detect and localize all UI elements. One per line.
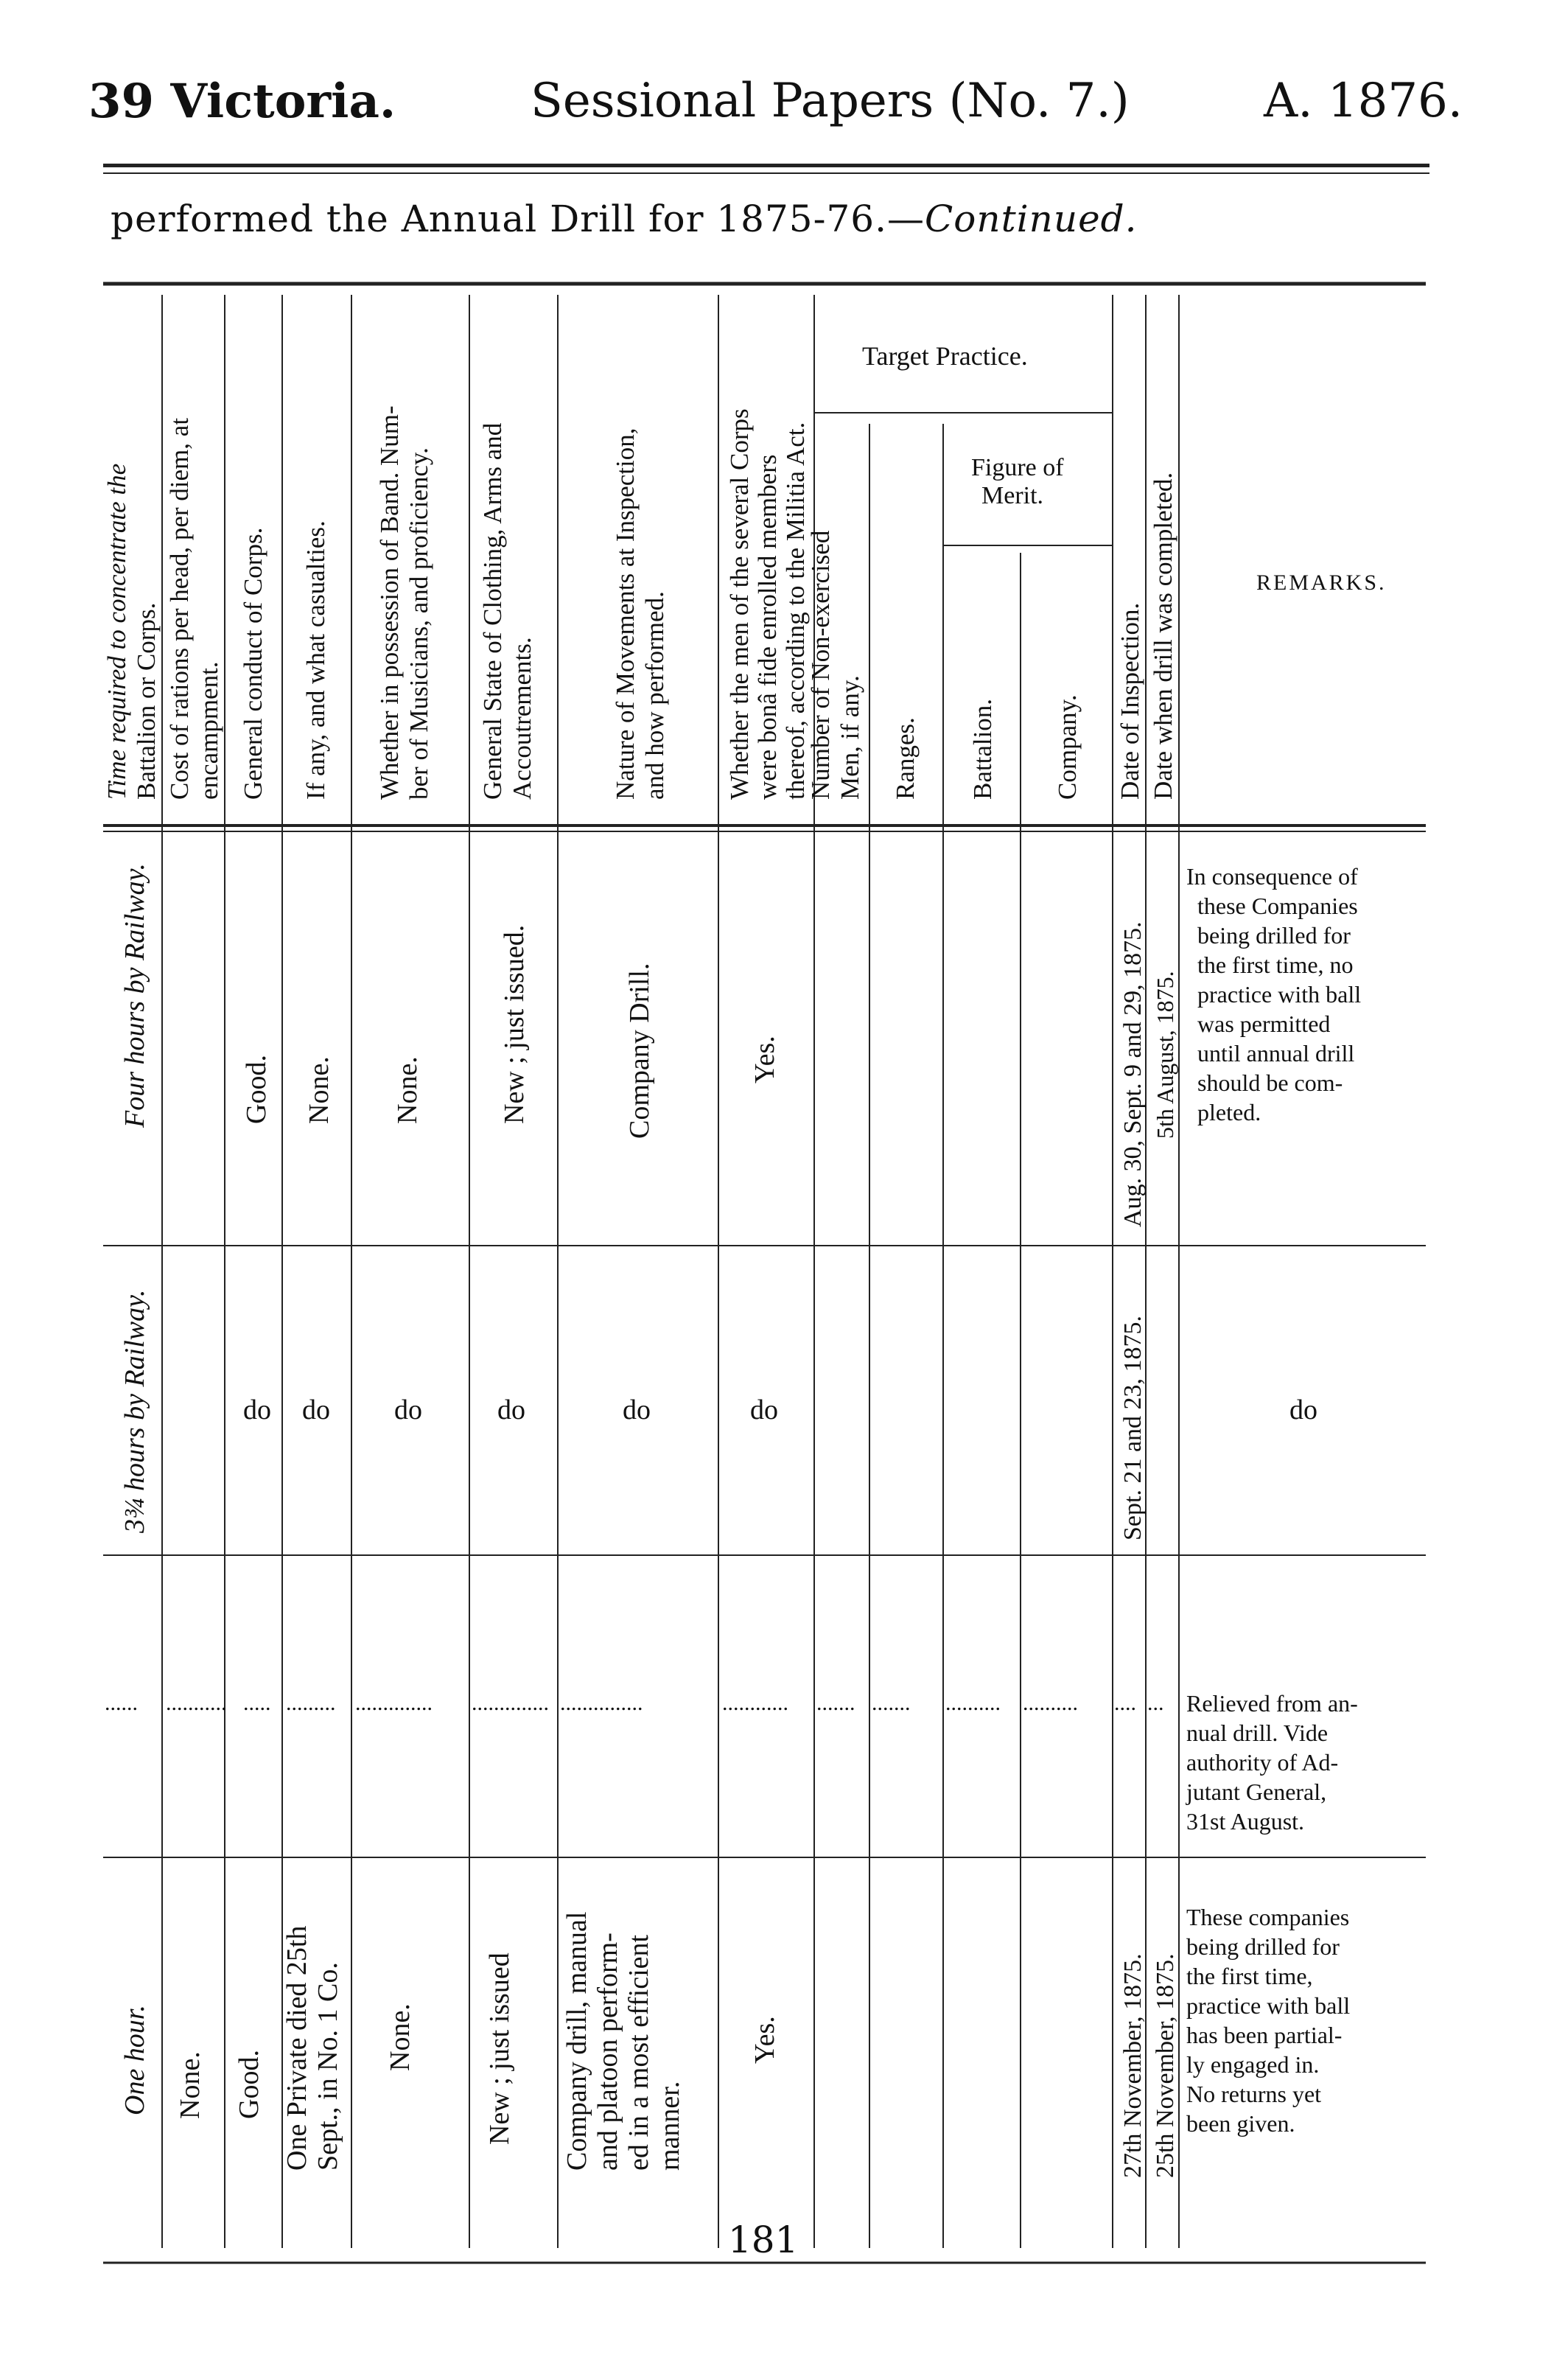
- svg-text:..............: ..............: [355, 1691, 433, 1715]
- col-company-header: Company.: [1053, 694, 1082, 800]
- svg-text:do: do: [394, 1395, 422, 1425]
- col-inspection-header: Date of Inspection.: [1116, 602, 1144, 800]
- col-time-header: Time required to concentrate theBattalion or Corps.: [102, 463, 161, 800]
- svg-text:do: do: [750, 1395, 778, 1425]
- svg-text:Good.: Good.: [241, 1055, 272, 1124]
- header-year: A. 1876.: [1264, 74, 1463, 128]
- svg-text:None.: None.: [175, 2051, 206, 2119]
- svg-text:None.: None.: [385, 2003, 416, 2071]
- col-ranges-header: Ranges.: [891, 717, 920, 800]
- svg-text:Company Drill.: Company Drill.: [624, 963, 655, 1139]
- svg-text:New ; just issued: New ; just issued: [484, 1952, 515, 2145]
- svg-text:Aug. 30, Sept. 9 and 29, 1875.: Aug. 30, Sept. 9 and 29, 1875.: [1119, 921, 1147, 1227]
- svg-text:.........: .........: [286, 1691, 336, 1715]
- svg-text:do: do: [302, 1395, 330, 1425]
- col-clothing-header: General State of Clothing, Arms andAccoutrements.: [478, 422, 536, 800]
- col-band-header: Whether in possession of Band. Num-ber of Musicians, and proficiency.: [375, 405, 433, 800]
- col-conduct-header: General conduct of Corps.: [239, 527, 267, 800]
- svg-text:One Private died 25thSept., in: One Private died 25thSept., in No. 1 Co.: [281, 1925, 343, 2171]
- row-1-remarks: In consequence of these Companies being drilled for the first time, no practice with ball was permitted until annual drill should be com- pleted.: [1186, 863, 1362, 1125]
- col-completed-header: Date when drill was completed.: [1149, 472, 1177, 800]
- svg-text:..............: ..............: [472, 1691, 549, 1715]
- page-subtitle: performed the Annual Drill for 1875-76.—Continued.: [111, 198, 1138, 240]
- svg-text:5th August, 1875.: 5th August, 1875.: [1152, 971, 1178, 1139]
- svg-text:Good.: Good.: [234, 2050, 265, 2119]
- svg-text:Yes.: Yes.: [749, 2016, 780, 2064]
- svg-text:3¾ hours by Railway.: 3¾ hours by Railway.: [119, 1289, 150, 1533]
- svg-text:...............: ...............: [560, 1691, 643, 1715]
- svg-text:Sept. 21 and 23, 1875.: Sept. 21 and 23, 1875.: [1119, 1315, 1147, 1540]
- header-session: 39 Victoria.: [88, 74, 396, 129]
- svg-text:do: do: [1289, 1395, 1317, 1425]
- table-row: [119, 1290, 150, 1534]
- svg-text:27th November, 1875.: 27th November, 1875.: [1119, 1953, 1147, 2178]
- svg-text:..........: ..........: [945, 1691, 1001, 1715]
- svg-text:None.: None.: [304, 1056, 335, 1124]
- col-casualties-header: If any, and what casualties.: [301, 520, 330, 800]
- row-3-remarks: Relieved from an- nual drill. Vide authority of Ad- jutant General, 31st August.: [1186, 1690, 1358, 1835]
- svg-text:......: ......: [105, 1691, 138, 1715]
- page-number: 181: [728, 2219, 799, 2261]
- svg-text:25th November, 1875.: 25th November, 1875.: [1152, 1953, 1179, 2178]
- svg-text:Yes.: Yes.: [749, 1036, 780, 1083]
- svg-text:...: ...: [1147, 1691, 1164, 1715]
- remarks-header: REMARKS.: [1256, 570, 1387, 595]
- table-row: [119, 863, 1178, 1227]
- svg-text:New ; just issued.: New ; just issued.: [499, 924, 530, 1124]
- svg-text:.....: .....: [243, 1691, 271, 1715]
- target-practice-header: Target Practice.: [862, 341, 1028, 371]
- row-4-remarks: These companies being drilled for the first time, practice with ball has been partial- ly engaged in. No returns yet been given.: [1186, 1904, 1351, 2137]
- col-bonafide-header: Whether the men of the several Corpswere bonâ fide enrolled membersthereof, according to the Militia Act.: [725, 408, 810, 800]
- svg-text:....: ....: [1114, 1691, 1136, 1715]
- svg-text:.......: .......: [872, 1691, 911, 1715]
- col-battalion-header: Battalion.: [968, 698, 997, 800]
- svg-text:One hour.: One hour.: [119, 2005, 150, 2115]
- table-row-dotted: [105, 1691, 1164, 1715]
- col-nonexercised-header: Number of Non-exercisedMen, if any.: [806, 530, 864, 800]
- svg-text:..........: ..........: [1023, 1691, 1078, 1715]
- table-row-ditto: [243, 1316, 1317, 1540]
- svg-text:do: do: [623, 1395, 651, 1425]
- svg-text:.......: .......: [816, 1691, 855, 1715]
- col-rations-header: Cost of rations per head, per diem, atencampment.: [165, 417, 223, 800]
- svg-text:............: ............: [722, 1691, 788, 1715]
- svg-text:do: do: [497, 1395, 525, 1425]
- svg-text:Four hours by Railway.: Four hours by Railway.: [119, 863, 150, 1128]
- svg-text:do: do: [243, 1395, 271, 1425]
- svg-text:Company drill, manualand plato: Company drill, manualand platoon perform-ed in a most efficientmanner.: [561, 1911, 685, 2171]
- figure-of-merit-header: Figure of Merit.: [971, 454, 1064, 509]
- svg-text:None.: None.: [392, 1056, 423, 1124]
- svg-text:...........: ...........: [166, 1691, 227, 1715]
- col-movements-header: Nature of Movements at Inspection,and how performed.: [611, 427, 669, 800]
- header-title: Sessional Papers (No. 7.): [531, 74, 1130, 128]
